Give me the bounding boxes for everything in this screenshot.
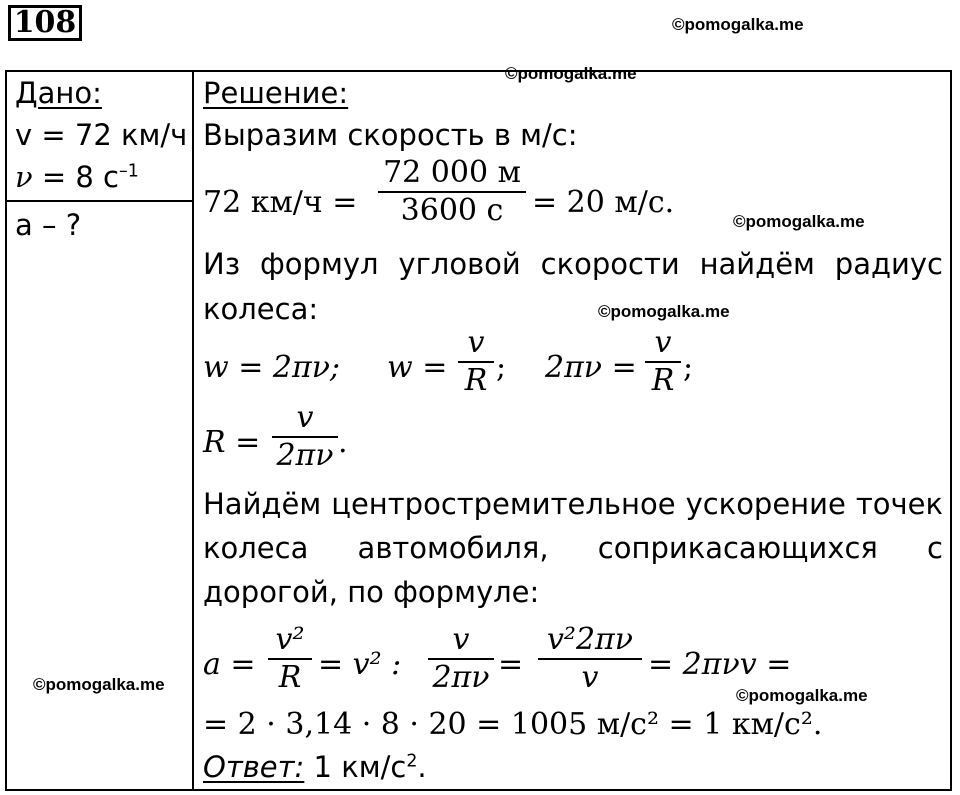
watermark: ©pomogalka.me — [598, 302, 730, 321]
accel-mid-2: = — [498, 647, 524, 682]
watermark: ©pomogalka.me — [733, 212, 865, 231]
answer-label: Ответ: — [203, 750, 305, 784]
answer-line: Ответ: 1 $км/с^2$. — [203, 750, 427, 784]
step1-text: Выразим скорость в м/с: — [203, 118, 578, 152]
answer-value: 1 км/с — [304, 750, 407, 784]
formula-w: w = 2πν; — [203, 350, 341, 385]
formula-3-left: 2πν = — [545, 350, 637, 385]
given-frequency: ν = 8 $с^{-1}$ — [15, 160, 139, 194]
formula-w2-fraction: v R — [458, 325, 494, 399]
find-label: a – ? — [15, 208, 82, 242]
accel-fraction-3: v²2πν v — [538, 622, 642, 696]
watermark: ©pomogalka.me — [672, 15, 804, 34]
accel-left: a = — [203, 647, 256, 682]
step2-line2: колеса: — [203, 292, 319, 326]
formula-r-left: R = — [203, 425, 261, 460]
formula-r-fraction: v 2πν — [272, 400, 338, 474]
formula-r-end: . — [338, 425, 348, 460]
accel-right: = 2πνv = — [648, 647, 792, 682]
column-divider — [192, 70, 194, 791]
formula-w2-end: ; — [496, 350, 507, 385]
accel-fraction-2: v 2πν — [428, 622, 494, 696]
conv-fraction: 72 000 м 3600 с — [378, 155, 526, 229]
accel-fraction-1: v² R — [268, 622, 312, 696]
formula-3-end: ; — [683, 350, 694, 385]
calc-line: = 2 · 3,14 · 8 · 20 = 1005 м/с² = 1 км/с². — [203, 707, 823, 742]
watermark: ©pomogalka.me — [33, 675, 165, 694]
step3-line1: Найдём центростремительное ускорение точек — [203, 487, 943, 521]
formula-3-fraction: v R — [645, 325, 681, 399]
step3-line2: колеса автомобиля, соприкасающихся с — [203, 531, 943, 565]
conv-right: = 20 м/с. — [532, 185, 675, 220]
watermark: ©pomogalka.me — [736, 686, 868, 705]
accel-mid-1: = v² : — [318, 647, 402, 682]
step2-line1: Из формул угловой скорости найдём радиус — [203, 247, 943, 281]
watermark: ©pomogalka.me — [505, 64, 637, 83]
solution-label: Решение: — [203, 76, 349, 110]
formula-w2-left: w = — [387, 350, 448, 385]
given-speed: v = 72 км/ч — [15, 118, 188, 152]
given-label: Дано: — [15, 76, 102, 110]
given-divider — [5, 200, 194, 202]
step3-line3: дорогой, по формуле: — [203, 575, 540, 609]
problem-number: 108 — [8, 5, 82, 41]
conv-left: 72 км/ч = — [203, 185, 358, 220]
